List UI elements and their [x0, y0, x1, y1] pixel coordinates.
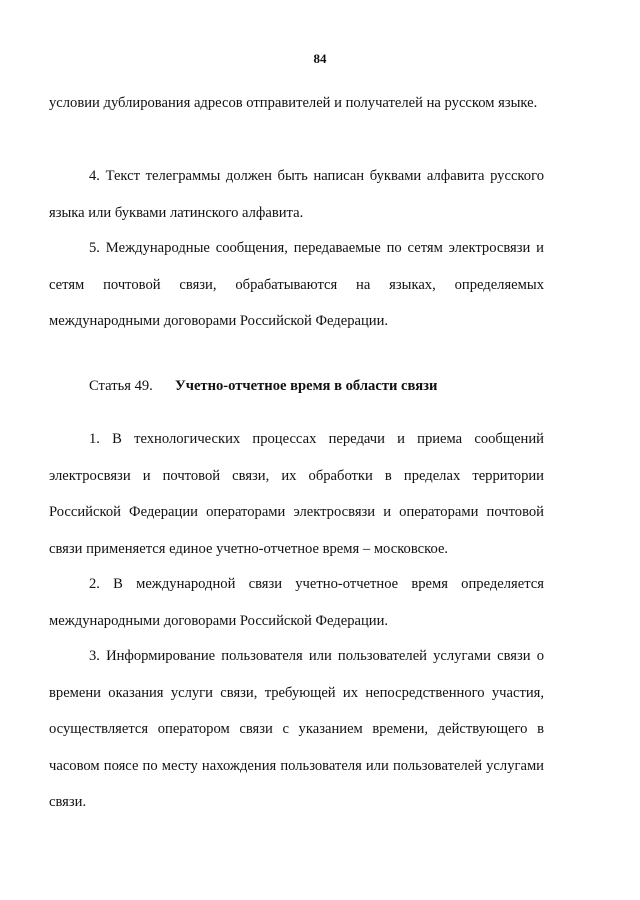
article-paragraph-2: 2. В международной связи учетно-отчетное время определяется международными договорами Российской Федерации. — [49, 576, 544, 629]
article-paragraph-1: 1. В технологических процессах передачи и приема сообщений электросвязи и почтовой связи, их обработки в пределах территории Российской Федерации операторами электросвязи и операторами почтовой связи применяется единое учетно-отчетное время – московское. — [49, 431, 544, 557]
article-heading — [89, 368, 437, 404]
paragraph-item-4: 4. Текст телеграммы должен быть написан буквами алфавита русского языка или буквами латинского алфавита. — [49, 168, 544, 221]
page-number: 84 — [313, 51, 327, 66]
article-title: Учетно-отчетное время в области связи — [175, 378, 438, 394]
article-number: Статья 49. — [89, 378, 153, 394]
article-paragraph-3: 3. Информирование пользователя или пользователей услугами связи о времени оказания услуги связи, требующей их непосредственного участия, осуществляется оператором связи с указанием времени, действующего в часовом поясе по месту нахождения пользователя или пользователей услугами связи. — [49, 648, 544, 810]
paragraph-item-5: 5. Международные сообщения, передаваемые по сетям электросвязи и сетям почтовой связи, обрабатываются на языках, определяемых международными договорами Российской Федерации. — [49, 240, 544, 329]
paragraph-continuation: условии дублирования адресов отправителей и получателей на русском языке. — [49, 95, 538, 111]
